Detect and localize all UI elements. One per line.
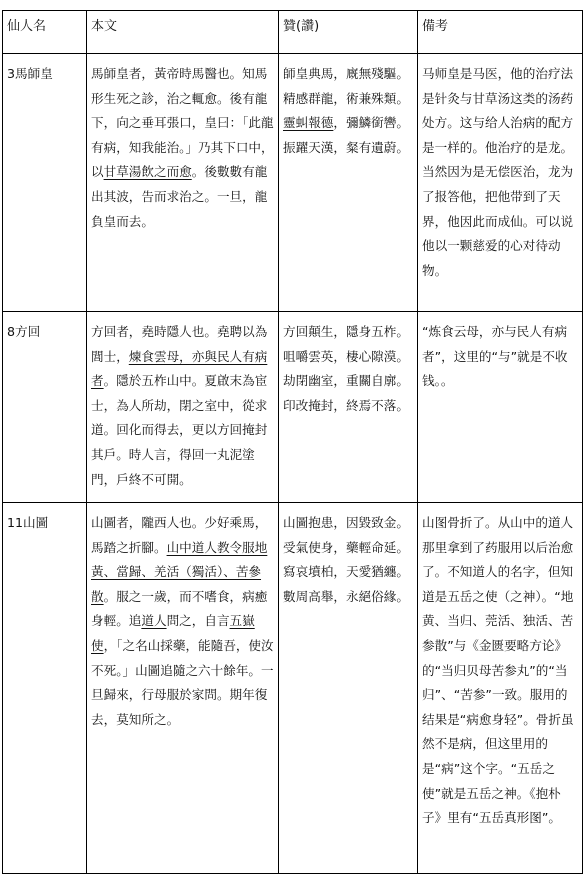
immortal-name-cell: 11山圖 [3, 503, 87, 874]
main-text-cell [87, 54, 279, 312]
text-segment: 山圖抱患，因毀致金。受氣使身，藥輕命延。寫哀墳柏，天愛猶纏。數周高舉，永絕俗緣。 [283, 515, 409, 604]
text-segment: ，「之名山採藥，能隨吾，使汝不死。」山圖追隨之六十餘年。一旦歸來，行母服於家問。期年復去，莫知所之。 [91, 637, 274, 727]
header-main-text: 本文 [87, 11, 279, 54]
text-segment: 。隱於五柞山中。夏啟末為宦士，為人所劫，閉之室中，從求道。回化而得去，更以方回掩封其戶。時人言，得回一丸泥塗門，戶終不可開。 [91, 373, 268, 487]
underlined-text: 靈虯報德 [283, 115, 334, 131]
text-segment: 方回顛生，隱身五柞。咀嚼雲英，棲心隙漠。劫閉幽室，重關自廓。印改掩封，終焉不落。 [283, 324, 409, 413]
remarks-cell: “炼食云母，亦与民人有病者”，这里的“与”就是不收钱。。 [418, 312, 583, 503]
praise-cell [279, 503, 418, 874]
table-row [3, 54, 583, 312]
underlined-text: 煉食雲母，亦與民人有病者 [91, 348, 268, 389]
table-header-row [3, 11, 583, 54]
text-segment: 師皇典馬，廐無殘驅。精感群龍，術兼殊類。 [283, 66, 409, 106]
header-immortal-name: 仙人名 [3, 11, 87, 54]
text-segment: 問之，自言 [166, 613, 230, 629]
text-segment: 山圖者，隴西人也。少好乘馬，馬踏之折腳。 [91, 515, 268, 555]
text-segment: 方回者，堯時隱人也。堯聘以為閭士， [91, 324, 268, 364]
remarks-cell: 山图骨折了。从山中的道人那里拿到了药服用以后治愈了。不知道人的名字，但知道是五岳之使（之神）。“地黄、当归、莞活、独活、苦参散”与《金匮要略方论》的“当归贝母苦参丸”的“当归”、“苦参”一致。服用的结果是“病愈身轻”。骨折虽然不是病，但这里用的是“病”这个字。“五岳之使”就是五岳之神。《抱朴子》里有“五岳真形图”。 [418, 503, 583, 874]
immortals-table [2, 10, 583, 874]
header-remarks: 備考 [418, 11, 583, 54]
header-praise: 贊(讚) [279, 11, 418, 54]
table-row [3, 503, 583, 874]
remarks-cell: 马师皇是马医，他的治疗法是针灸与甘草汤这类的汤药处方。这与给人治病的配方是一样的。他治疗的是龙。当然因为是无偿医治，龙为了报答他，把他带到了天界，他因此而成仙。可以说他以一颗慈爱的心对待动物。 [418, 54, 583, 312]
text-segment: 馬師皇者，黃帝時馬醫也。知馬形生死之診，治之輒愈。後有龍下，向之垂耳張口，皇曰：「此龍有病，知我能治。」乃其下口中，以 [91, 66, 274, 180]
immortal-name-cell: 3馬師皇 [3, 54, 87, 312]
main-text-cell [87, 503, 279, 874]
text-segment: 。後數數有龍出其波，告而求治之。一旦，龍負皇而去。 [91, 164, 268, 229]
table-row [3, 312, 583, 503]
immortal-name-cell: 8方回 [3, 312, 87, 503]
underlined-text: 道人 [141, 613, 167, 629]
praise-cell [279, 312, 418, 503]
praise-cell [279, 54, 418, 312]
underlined-text: 甘草湯飲之而愈 [103, 164, 192, 180]
text-segment: ，彌鱗銜轡。振躍天漢，粲有遺蔚。 [283, 115, 409, 155]
main-text-cell [87, 312, 279, 503]
text-segment: 。服之一歲，而不嗜食，病癒身輕。追 [91, 588, 268, 629]
underlined-text: 山中道人教令服地黃、當歸、羌活（獨活）、苦參散 [91, 539, 268, 604]
underlined-text: 五嶽使 [91, 613, 255, 653]
